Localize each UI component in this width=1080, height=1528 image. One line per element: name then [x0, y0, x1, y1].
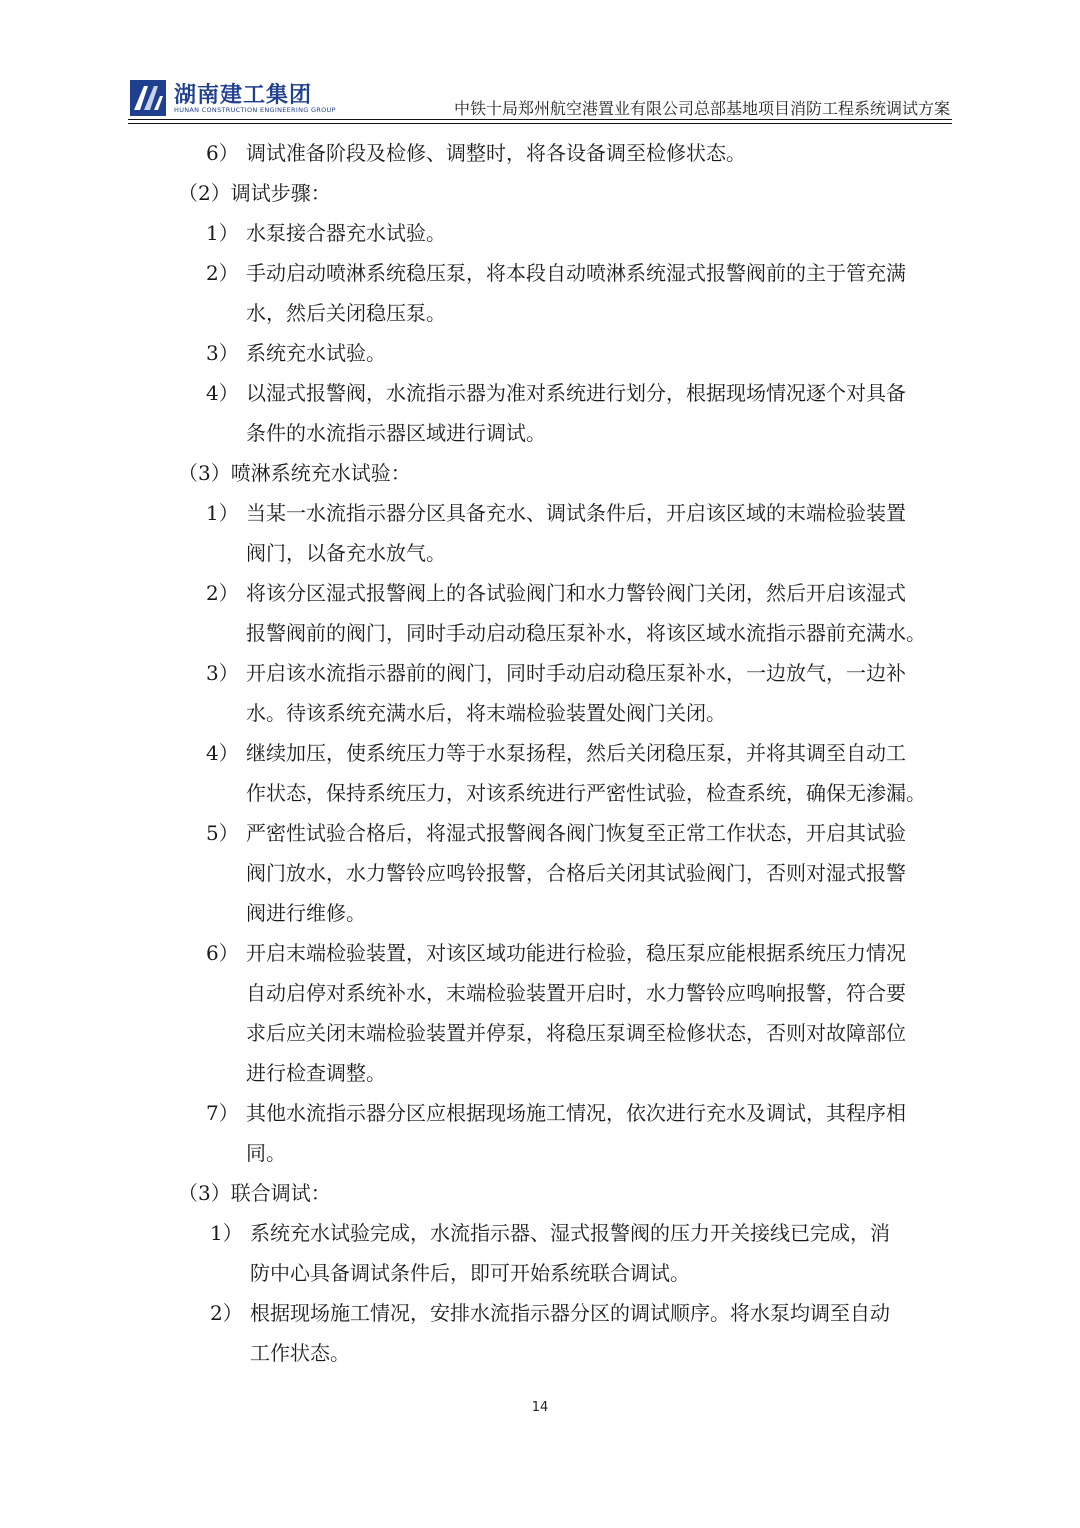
paragraph-line: 工作状态。 — [250, 1341, 350, 1365]
paragraph-line: 当某一水流指示器分区具备充水、调试条件后，开启该区域的末端检验装置 — [246, 501, 906, 525]
paragraph-line: 以湿式报警阀，水流指示器为准对系统进行划分，根据现场情况逐个对具备 — [246, 381, 906, 405]
paragraph-line: 根据现场施工情况，安排水流指示器分区的调试顺序。将水泵均调至自动 — [250, 1301, 890, 1325]
logo-name: 湖南建工集团 — [174, 83, 313, 108]
paragraph-line: 求后应关闭末端检验装置并停泵，将稳压泵调至检修状态，否则对故障部位 — [246, 1021, 906, 1045]
paragraph-line: 条件的水流指示器区域进行调试。 — [246, 421, 546, 445]
paragraph-line: 调试准备阶段及检修、调整时，将各设备调至检修状态。 — [246, 141, 746, 165]
page-number: 14 — [531, 1400, 549, 1415]
item-number: 4） — [206, 381, 239, 405]
paragraph-line: 继续加压，使系统压力等于水泵扬程，然后关闭稳压泵，并将其调至自动工 — [246, 741, 906, 765]
paragraph-line: 水，然后关闭稳压泵。 — [246, 301, 446, 325]
paragraph-line: 系统充水试验完成，水流指示器、湿式报警阀的压力开关接线已完成，消 — [250, 1221, 890, 1245]
item-number: 3） — [206, 661, 239, 685]
company-logo — [130, 76, 370, 120]
paragraph-line: 自动启停对系统补水，末端检验装置开启时，水力警铃应鸣响报警，符合要 — [246, 981, 906, 1005]
item-number: 6） — [206, 941, 239, 965]
paragraph-line: 手动启动喷淋系统稳压泵，将本段自动喷淋系统湿式报警阀前的主于管充满 — [246, 261, 906, 285]
paragraph-line: 水。待该系统充满水后，将末端检验装置处阀门关闭。 — [246, 701, 726, 725]
paragraph-line: 进行检查调整。 — [246, 1061, 386, 1085]
paragraph-line: 阀门放水，水力警铃应鸣铃报警，合格后关闭其试验阀门，否则对湿式报警 — [246, 861, 906, 885]
paragraph-line: 作状态，保持系统压力，对该系统进行严密性试验，检查系统，确保无渗漏。 — [246, 781, 926, 805]
item-number: 1） — [206, 221, 239, 245]
page-header — [128, 70, 952, 122]
paragraph-line: 开启该水流指示器前的阀门，同时手动启动稳压泵补水，一边放气，一边补 — [246, 661, 906, 685]
item-number: 1） — [210, 1221, 243, 1245]
section-heading: （3）联合调试： — [178, 1181, 331, 1205]
header-rule-thin — [128, 123, 952, 124]
header-rule — [128, 119, 952, 120]
paragraph-line: 阀进行维修。 — [246, 901, 366, 925]
paragraph-line: 系统充水试验。 — [246, 341, 386, 365]
paragraph-line: 报警阀前的阀门，同时手动启动稳压泵补水，将该区域水流指示器前充满水。 — [246, 621, 926, 645]
document-title: 中铁十局郑州航空港置业有限公司总部基地项目消防工程系统调试方案 — [453, 99, 950, 118]
paragraph-line: 水泵接合器充水试验。 — [246, 221, 446, 245]
item-number: 6） — [206, 141, 239, 165]
paragraph-line: 其他水流指示器分区应根据现场施工情况，依次进行充水及调试，其程序相 — [246, 1101, 906, 1125]
item-number: 2） — [210, 1301, 243, 1325]
item-number: 7） — [206, 1101, 239, 1125]
section-heading: （2）调试步骤： — [178, 181, 331, 205]
item-number: 3） — [206, 341, 239, 365]
paragraph-line: 同。 — [246, 1141, 286, 1165]
paragraph-line: 将该分区湿式报警阀上的各试验阀门和水力警铃阀门关闭，然后开启该湿式 — [246, 581, 906, 605]
logo-mark-icon — [130, 80, 166, 116]
item-number: 2） — [206, 581, 239, 605]
logo-english-name: HUNAN CONSTRUCTION ENGINEERING GROUP — [174, 106, 336, 114]
item-number: 4） — [206, 741, 239, 765]
paragraph-line: 阀门，以备充水放气。 — [246, 541, 446, 565]
paragraph-line: 防中心具备调试条件后，即可开始系统联合调试。 — [250, 1261, 690, 1285]
item-number: 5） — [206, 821, 239, 845]
paragraph-line: 严密性试验合格后，将湿式报警阀各阀门恢复至正常工作状态，开启其试验 — [246, 821, 906, 845]
item-number: 1） — [206, 501, 239, 525]
paragraph-line: 开启末端检验装置，对该区域功能进行检验，稳压泵应能根据系统压力情况 — [246, 941, 906, 965]
item-number: 2） — [206, 261, 239, 285]
section-heading: （3）喷淋系统充水试验： — [178, 461, 411, 485]
